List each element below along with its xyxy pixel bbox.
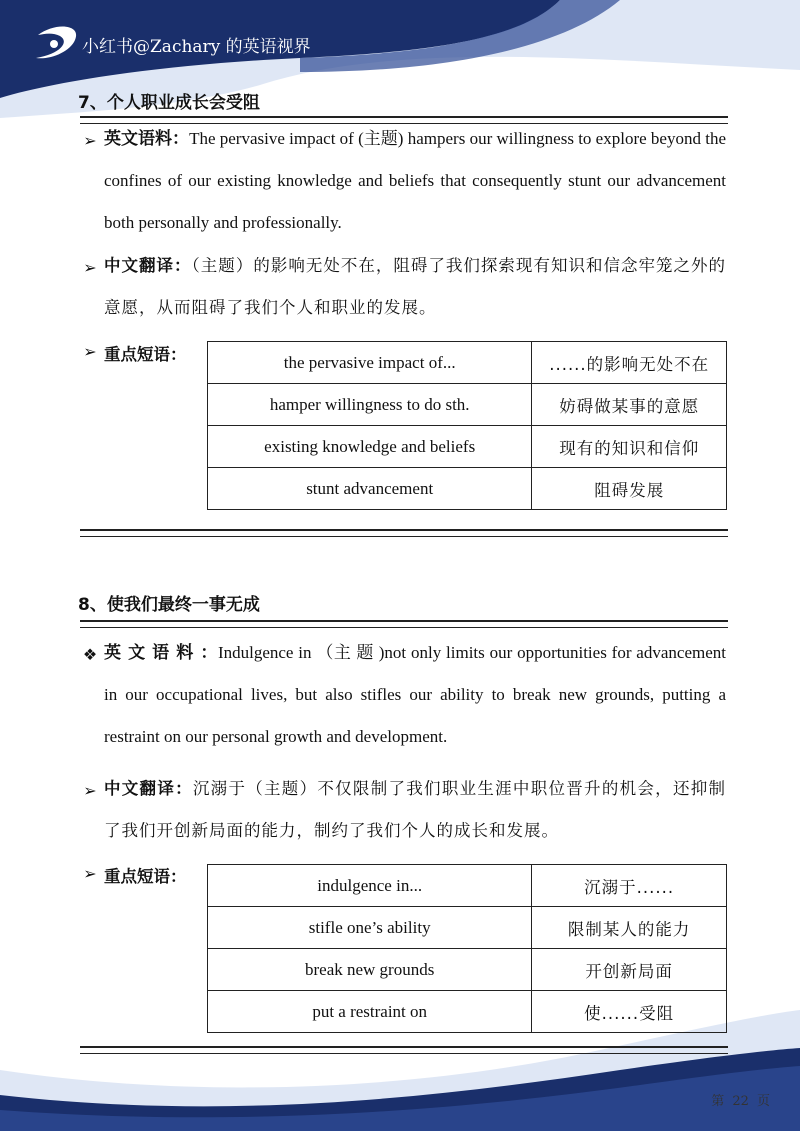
english-label: 英 文 语 料 ：: [104, 643, 218, 663]
phrase-en: break new grounds: [208, 949, 532, 991]
section-divider: [80, 1046, 728, 1054]
table-row: [208, 907, 727, 949]
english-corpus: [104, 118, 726, 244]
table-row: [208, 991, 727, 1033]
table-row: [208, 384, 727, 426]
phrase-en: existing knowledge and beliefs: [208, 426, 532, 468]
header-title: 小红书@Zachary 的英语视界: [82, 37, 311, 57]
phrase-cn: 阻碍发展: [532, 468, 727, 510]
section-title: 8、使我们最终一事无成: [78, 595, 260, 615]
section-divider: [80, 529, 728, 537]
phrase-en: hamper willingness to do sth.: [208, 384, 532, 426]
arrow-bullet-icon: ➢: [83, 864, 97, 883]
phrase-en: put a restraint on: [208, 991, 532, 1033]
arrow-bullet-icon: ➢: [83, 781, 97, 800]
phrase-cn: 使......受阻: [532, 991, 727, 1033]
phrases-table: [207, 864, 727, 1033]
section-divider: [80, 620, 728, 628]
english-text: The pervasive impact of (主题) hampers our willingness to explore beyond the confines of our existing knowledge and beliefs that consequently stunt our advancement both personally and professionally.: [104, 129, 726, 232]
phrases-label: 重点短语：: [104, 867, 187, 886]
chinese-text: （主题）的影响无处不在，阻碍了我们探索现有知识和信念牢笼之外的意愿，从而阻碍了我们个人和职业的发展。: [104, 256, 727, 317]
english-corpus: [104, 632, 726, 758]
phrases-table: [207, 341, 727, 510]
phrase-en: stunt advancement: [208, 468, 532, 510]
phrase-en: stifle one’s ability: [208, 907, 532, 949]
phrase-cn: 沉溺于......: [532, 865, 727, 907]
english-label: 英文语料：: [104, 129, 190, 149]
diamond-bullet-icon: ❖: [82, 645, 98, 664]
phrase-en: indulgence in...: [208, 865, 532, 907]
phrase-cn: 开创新局面: [532, 949, 727, 991]
phrase-cn: 现有的知识和信仰: [532, 426, 727, 468]
table-row: [208, 342, 727, 384]
chinese-label: 中文翻译：: [104, 779, 193, 798]
chinese-translation: [104, 768, 726, 852]
phrase-cn: ......的影响无处不在: [532, 342, 727, 384]
page-number: 第 22 页: [711, 1094, 770, 1109]
table-row: [208, 426, 727, 468]
section-title: 7、个人职业成长会受阻: [78, 93, 260, 113]
arrow-bullet-icon: ➢: [83, 131, 97, 150]
phrase-cn: 限制某人的能力: [532, 907, 727, 949]
arrow-bullet-icon: ➢: [83, 342, 97, 361]
table-row: [208, 468, 727, 510]
english-text: Indulgence in （主 题 )not only limits our opportunities for advancement in our occupational lives, but also stifles our ability to break new grounds, putting a restraint on our personal growth and development.: [104, 643, 726, 746]
phrase-en: the pervasive impact of...: [208, 342, 532, 384]
table-row: [208, 865, 727, 907]
phrases-label: 重点短语：: [104, 345, 187, 364]
chinese-label: 中文翻译：: [104, 256, 192, 275]
chinese-translation: [104, 245, 726, 329]
table-row: [208, 949, 727, 991]
chinese-text: 沉溺于（主题）不仅限制了我们职业生涯中职位晋升的机会，还抑制了我们开创新局面的能力，制约了我们个人的成长和发展。: [104, 779, 727, 840]
arrow-bullet-icon: ➢: [83, 258, 97, 277]
phrase-cn: 妨碍做某事的意愿: [532, 384, 727, 426]
